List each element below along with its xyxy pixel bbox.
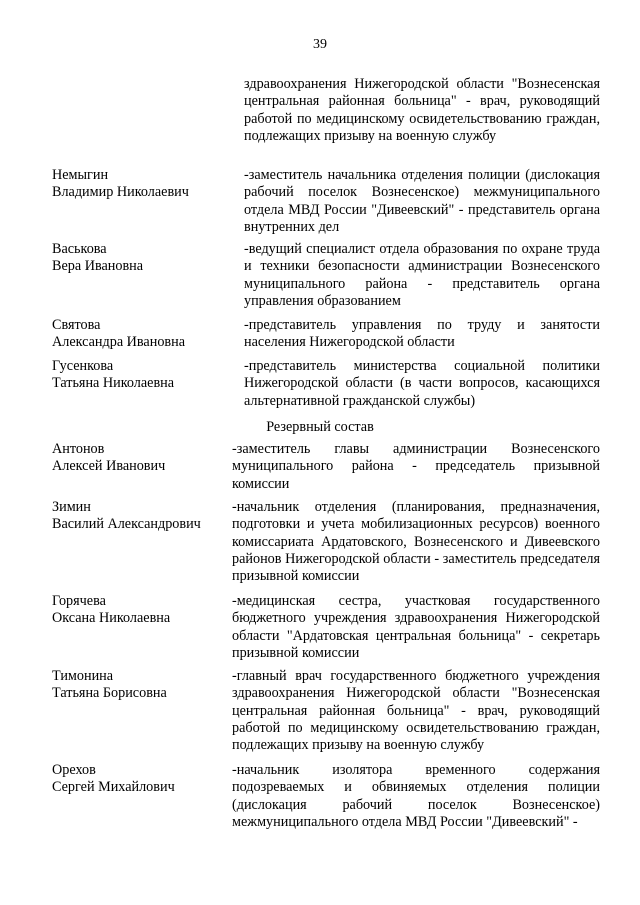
member-name: Горячева Оксана Николаевна	[52, 593, 171, 627]
member-role: -представитель министерства социальной политики Нижегородской области (в части вопросов, касающихся альтернативной гражданской службы)	[244, 358, 600, 409]
member-name: Васькова Вера Ивановна	[52, 241, 144, 275]
member-role: -представитель управления по труду и занятости населения Нижегородской области	[244, 317, 600, 351]
member-role: -начальник отделения (планирования, предназначения, подготовки и учета мобилизационных ресурсов) военного комиссариата Ардатовского, Вознесенского и Дивеевского районов Нижегородской области - заместитель председателя призывной комиссии	[232, 499, 600, 585]
member-role: -медицинская сестра, участковая государственного бюджетного учреждения здравоохранения Нижегородской области "Ардатовская центральная больница" - секретарь призывной комиссии	[232, 593, 600, 661]
member-role: -главный врач государственного бюджетного учреждения здравоохранения Нижегородской области "Вознесенская центральная районная больница" - врач, руководящий работой по медицинскому освидетельствованию граждан, подлежащих призыву на военную службу	[232, 668, 600, 754]
member-role: -ведущий специалист отдела образования по охране труда и техники безопасности администрации Вознесенского муниципального района - представитель органа управления образованием	[244, 241, 600, 309]
continued-role-text: здравоохранения Нижегородской области "Вознесенская центральная районная больница" - врач, руководящий работой по медицинскому освидетельствованию граждан, подлежащих призыву на военную службу	[244, 76, 600, 144]
member-name: Зимин Василий Александрович	[52, 499, 201, 533]
member-name: Орехов Сергей Михайлович	[52, 762, 175, 796]
member-name: Тимонина Татьяна Борисовна	[52, 668, 167, 702]
page-number: 39	[313, 37, 327, 52]
member-name: Гусенкова Татьяна Николаевна	[52, 358, 175, 392]
member-role: -заместитель начальника отделения полиции (дислокация рабочий поселок Вознесенское) межмуниципального отдела МВД России "Дивеевский" - представитель органа внутренних дел	[244, 167, 600, 235]
member-name: Антонов Алексей Иванович	[52, 441, 166, 475]
member-name: Святова Александра Ивановна	[52, 317, 186, 351]
member-role: -начальник изолятора временного содержания подозреваемых и обвиняемых отделения полиции (дислокация рабочий поселок Вознесенское) межмуниципального отдела МВД России "Дивеевский" -	[232, 762, 600, 830]
member-role: -заместитель главы администрации Вознесенского муниципального района - председатель призывной комиссии	[232, 441, 600, 492]
reserve-section-title: Резервный состав	[266, 419, 374, 435]
member-name: Немыгин Владимир Николаевич	[52, 167, 189, 201]
